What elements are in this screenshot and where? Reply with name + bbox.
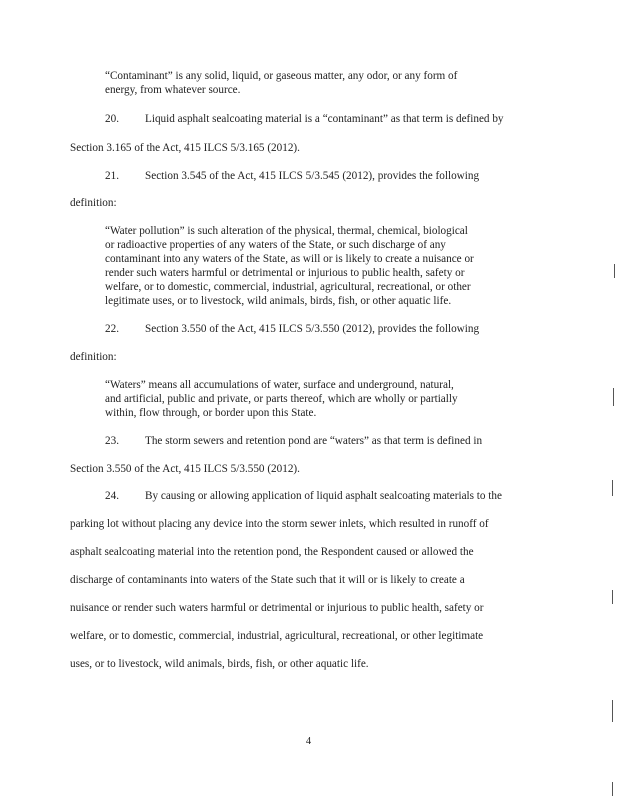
scan-artifact-mark (612, 700, 613, 722)
paragraph-23-line-1 (105, 434, 482, 448)
scan-artifact-mark (612, 480, 613, 496)
paragraph-24-line-5: nuisance or render such waters harmful or detrimental or injurious to public health, safety or (70, 602, 484, 614)
paragraph-21-line-2: definition: (70, 197, 117, 209)
paragraph-22-text: Section 3.550 of the Act, 415 ILCS 5/3.550 (2012), provides the following (145, 323, 480, 335)
quote-water-pollution-line-3: contaminant into any waters of the State, as will or is likely to create a nuisance or (105, 253, 474, 265)
paragraph-23-number: 23. (105, 435, 119, 447)
quote-water-pollution-line-1: “Water pollution” is such alteration of the physical, thermal, chemical, biological (105, 225, 468, 237)
scan-artifact-mark (612, 590, 613, 604)
quote-water-pollution-line-6: legitimate uses, or to livestock, wild animals, birds, fish, or other aquatic life. (105, 295, 452, 307)
paragraph-24-line-3: asphalt sealcoating material into the retention pond, the Respondent caused or allowed the (70, 546, 474, 558)
paragraph-24-line-1 (105, 489, 502, 503)
paragraph-21-number: 21. (105, 170, 119, 182)
paragraph-24-line-6: welfare, or to domestic, commercial, industrial, agricultural, recreational, or other legitimate (70, 630, 484, 642)
scan-artifact-mark (613, 388, 614, 406)
paragraph-20-line-1 (105, 112, 504, 126)
paragraph-24-text: By causing or allowing application of liquid asphalt sealcoating materials to the (145, 490, 502, 502)
quote-waters-line-1: “Waters” means all accumulations of water, surface and underground, natural, (105, 379, 454, 391)
scan-artifact-mark (612, 782, 613, 796)
paragraph-21-line-1 (105, 169, 479, 183)
paragraph-20-line-2: Section 3.165 of the Act, 415 ILCS 5/3.165 (2012). (70, 142, 300, 154)
quote-waters-line-2: and artificial, public and private, or parts thereof, which are wholly or partially (105, 393, 458, 405)
paragraph-24-line-4: discharge of contaminants into waters of the State such that it will or is likely to create a (70, 574, 465, 586)
scan-artifact-mark (614, 264, 615, 278)
paragraph-24-line-7: uses, or to livestock, wild animals, birds, fish, or other aquatic life. (70, 658, 369, 670)
quote-water-pollution-line-4: render such waters harmful or detrimental or injurious to public health, safety or (105, 267, 465, 279)
paragraph-22-line-1 (105, 322, 479, 336)
quote-contaminant-line-2: energy, from whatever source. (105, 84, 241, 96)
paragraph-20-number: 20. (105, 113, 119, 125)
quote-contaminant-line-1: “Contaminant” is any solid, liquid, or gaseous matter, any odor, or any form of (105, 70, 458, 82)
paragraph-22-line-2: definition: (70, 351, 117, 363)
paragraph-24-line-2: parking lot without placing any device into the storm sewer inlets, which resulted in runoff of (70, 518, 489, 530)
paragraph-23-text: The storm sewers and retention pond are “waters” as that term is defined in (145, 435, 483, 447)
quote-water-pollution-line-5: welfare, or to domestic, commercial, industrial, agricultural, recreational, or other (105, 281, 471, 293)
paragraph-23-line-2: Section 3.550 of the Act, 415 ILCS 5/3.550 (2012). (70, 463, 300, 475)
quote-waters-line-3: within, flow through, or border upon this State. (105, 407, 317, 419)
paragraph-20-text: Liquid asphalt sealcoating material is a “contaminant” as that term is defined by (145, 113, 504, 125)
page-number: 4 (305, 736, 312, 747)
quote-water-pollution-line-2: or radioactive properties of any waters of the State, or such discharge of any (105, 239, 446, 251)
paragraph-24-number: 24. (105, 490, 119, 502)
paragraph-21-text: Section 3.545 of the Act, 415 ILCS 5/3.545 (2012), provides the following (145, 170, 480, 182)
paragraph-22-number: 22. (105, 323, 119, 335)
